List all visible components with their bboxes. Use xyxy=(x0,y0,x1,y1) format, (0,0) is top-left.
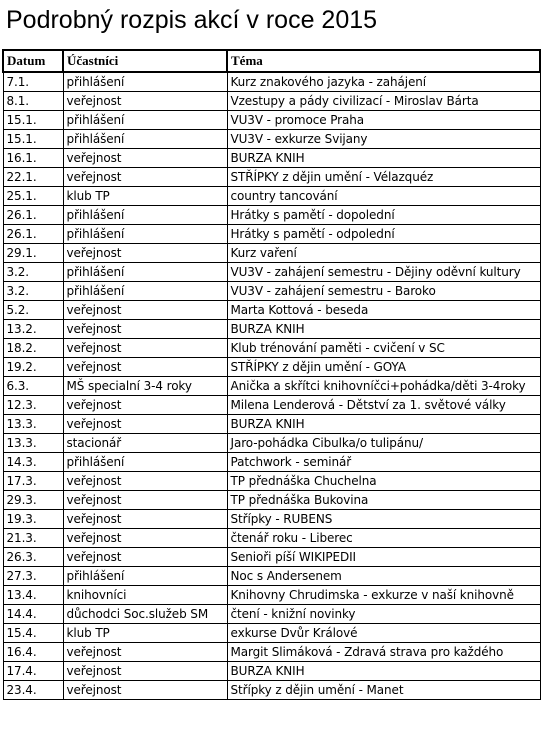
cell-date: 17.3. xyxy=(3,471,63,490)
cell-date: 17.4. xyxy=(3,661,63,680)
cell-participants: MŠ specialní 3-4 roky xyxy=(63,376,227,395)
cell-date: 26.1. xyxy=(3,224,63,243)
cell-participants: veřejnost xyxy=(63,243,227,262)
column-header-topic: Téma xyxy=(227,50,540,72)
cell-topic: exkurse Dvůr Králové xyxy=(227,623,540,642)
table-row xyxy=(3,186,540,205)
cell-date: 3.2. xyxy=(3,262,63,281)
cell-participants: veřejnost xyxy=(63,319,227,338)
cell-date: 23.4. xyxy=(3,680,63,699)
table-row xyxy=(3,642,540,661)
cell-participants: klub TP xyxy=(63,186,227,205)
table-row xyxy=(3,528,540,547)
cell-topic: Střípky - RUBENS xyxy=(227,509,540,528)
table-row xyxy=(3,623,540,642)
table-row xyxy=(3,300,540,319)
cell-topic: Kurz znakového jazyka - zahájení xyxy=(227,72,540,91)
cell-participants: přihlášení xyxy=(63,281,227,300)
table-row xyxy=(3,490,540,509)
table-row xyxy=(3,547,540,566)
cell-date: 12.3. xyxy=(3,395,63,414)
cell-participants: přihlášení xyxy=(63,452,227,471)
cell-topic: BURZA KNIH xyxy=(227,661,540,680)
table-row xyxy=(3,566,540,585)
cell-topic: VU3V - zahájení semestru - Baroko xyxy=(227,281,540,300)
cell-date: 16.1. xyxy=(3,148,63,167)
table-row xyxy=(3,661,540,680)
cell-topic: VU3V - zahájení semestru - Dějiny oděvní kultury xyxy=(227,262,540,281)
cell-participants: klub TP xyxy=(63,623,227,642)
cell-participants: stacionář xyxy=(63,433,227,452)
table-row xyxy=(3,91,540,110)
cell-date: 5.2. xyxy=(3,300,63,319)
cell-topic: Jaro-pohádka Cibulka/o tulipánu/ xyxy=(227,433,540,452)
table-row xyxy=(3,414,540,433)
cell-participants: veřejnost xyxy=(63,357,227,376)
table-row xyxy=(3,452,540,471)
cell-topic: čtení - knižní novinky xyxy=(227,604,540,623)
page-title: Podrobný rozpis akcí v roce 2015 xyxy=(6,6,378,34)
cell-date: 26.1. xyxy=(3,205,63,224)
cell-date: 26.3. xyxy=(3,547,63,566)
cell-topic: VU3V - exkurze Svijany xyxy=(227,129,540,148)
table-row xyxy=(3,338,540,357)
table-body xyxy=(3,72,540,699)
cell-date: 13.2. xyxy=(3,319,63,338)
cell-participants: veřejnost xyxy=(63,661,227,680)
table-header-row xyxy=(3,50,540,72)
cell-date: 3.2. xyxy=(3,281,63,300)
table-row xyxy=(3,148,540,167)
cell-topic: TP přednáška Bukovina xyxy=(227,490,540,509)
cell-topic: Hrátky s pamětí - dopolední xyxy=(227,205,540,224)
table-row xyxy=(3,167,540,186)
cell-date: 18.2. xyxy=(3,338,63,357)
cell-topic: TP přednáška Chuchelna xyxy=(227,471,540,490)
cell-topic: country tancování xyxy=(227,186,540,205)
cell-date: 27.3. xyxy=(3,566,63,585)
cell-date: 16.4. xyxy=(3,642,63,661)
cell-participants: knihovníci xyxy=(63,585,227,604)
table-row xyxy=(3,224,540,243)
cell-topic: Střípky z dějin umění - Manet xyxy=(227,680,540,699)
cell-participants: přihlášení xyxy=(63,110,227,129)
cell-topic: BURZA KNIH xyxy=(227,414,540,433)
table-row xyxy=(3,129,540,148)
cell-date: 13.3. xyxy=(3,414,63,433)
cell-participants: veřejnost xyxy=(63,414,227,433)
cell-date: 29.3. xyxy=(3,490,63,509)
cell-participants: veřejnost xyxy=(63,528,227,547)
cell-topic: Margit Slimáková - Zdravá strava pro každého xyxy=(227,642,540,661)
cell-topic: Noc s Andersenem xyxy=(227,566,540,585)
cell-date: 13.3. xyxy=(3,433,63,452)
table-row xyxy=(3,281,540,300)
cell-date: 22.1. xyxy=(3,167,63,186)
table-row xyxy=(3,433,540,452)
table-row xyxy=(3,205,540,224)
table-row xyxy=(3,395,540,414)
cell-participants: veřejnost xyxy=(63,642,227,661)
cell-date: 19.2. xyxy=(3,357,63,376)
cell-participants: veřejnost xyxy=(63,167,227,186)
cell-participants: přihlášení xyxy=(63,262,227,281)
cell-date: 29.1. xyxy=(3,243,63,262)
table-row xyxy=(3,585,540,604)
cell-date: 8.1. xyxy=(3,91,63,110)
cell-date: 7.1. xyxy=(3,72,63,91)
table-row xyxy=(3,680,540,699)
table-row xyxy=(3,110,540,129)
cell-topic: Klub trénování paměti - cvičení v SC xyxy=(227,338,540,357)
cell-topic: Marta Kottová - beseda xyxy=(227,300,540,319)
table-row xyxy=(3,72,540,91)
cell-participants: veřejnost xyxy=(63,148,227,167)
cell-participants: veřejnost xyxy=(63,509,227,528)
table-row xyxy=(3,262,540,281)
cell-date: 15.1. xyxy=(3,110,63,129)
cell-participants: veřejnost xyxy=(63,395,227,414)
cell-participants: přihlášení xyxy=(63,129,227,148)
table-row xyxy=(3,319,540,338)
cell-topic: Milena Lenderová - Dětství za 1. světové války xyxy=(227,395,540,414)
cell-date: 15.1. xyxy=(3,129,63,148)
column-header-date: Datum xyxy=(3,50,63,72)
cell-participants: přihlášení xyxy=(63,72,227,91)
cell-date: 19.3. xyxy=(3,509,63,528)
cell-topic: Patchwork - seminář xyxy=(227,452,540,471)
cell-topic: čtenář roku - Liberec xyxy=(227,528,540,547)
table-row xyxy=(3,243,540,262)
cell-date: 25.1. xyxy=(3,186,63,205)
table-row xyxy=(3,509,540,528)
cell-participants: veřejnost xyxy=(63,300,227,319)
cell-participants: veřejnost xyxy=(63,680,227,699)
cell-topic: STŘÍPKY z dějin umění - GOYA xyxy=(227,357,540,376)
cell-topic: Senioři píší WIKIPEDII xyxy=(227,547,540,566)
cell-date: 13.4. xyxy=(3,585,63,604)
cell-topic: Hrátky s pamětí - odpolední xyxy=(227,224,540,243)
cell-participants: veřejnost xyxy=(63,547,227,566)
table-row xyxy=(3,376,540,395)
cell-topic: VU3V - promoce Praha xyxy=(227,110,540,129)
column-header-participants: Účastníci xyxy=(63,50,227,72)
events-table xyxy=(2,49,541,700)
cell-participants: přihlášení xyxy=(63,566,227,585)
cell-participants: veřejnost xyxy=(63,338,227,357)
cell-topic: BURZA KNIH xyxy=(227,319,540,338)
cell-topic: STŘÍPKY z dějin umění - Vélazquéz xyxy=(227,167,540,186)
cell-topic: Vzestupy a pády civilizací - Miroslav Bárta xyxy=(227,91,540,110)
cell-topic: Knihovny Chrudimska - exkurze v naší knihovně xyxy=(227,585,540,604)
cell-topic: BURZA KNIH xyxy=(227,148,540,167)
table-row xyxy=(3,357,540,376)
cell-date: 14.4. xyxy=(3,604,63,623)
cell-date: 6.3. xyxy=(3,376,63,395)
cell-date: 15.4. xyxy=(3,623,63,642)
cell-date: 21.3. xyxy=(3,528,63,547)
table-row xyxy=(3,604,540,623)
cell-participants: veřejnost xyxy=(63,91,227,110)
cell-participants: veřejnost xyxy=(63,490,227,509)
table-row xyxy=(3,471,540,490)
cell-participants: přihlášení xyxy=(63,224,227,243)
cell-date: 14.3. xyxy=(3,452,63,471)
cell-topic: Kurz vaření xyxy=(227,243,540,262)
cell-topic: Anička a skřítci knihovníčci+pohádka/děti 3-4roky xyxy=(227,376,540,395)
cell-participants: veřejnost xyxy=(63,471,227,490)
cell-participants: přihlášení xyxy=(63,205,227,224)
cell-participants: důchodci Soc.služeb SM xyxy=(63,604,227,623)
